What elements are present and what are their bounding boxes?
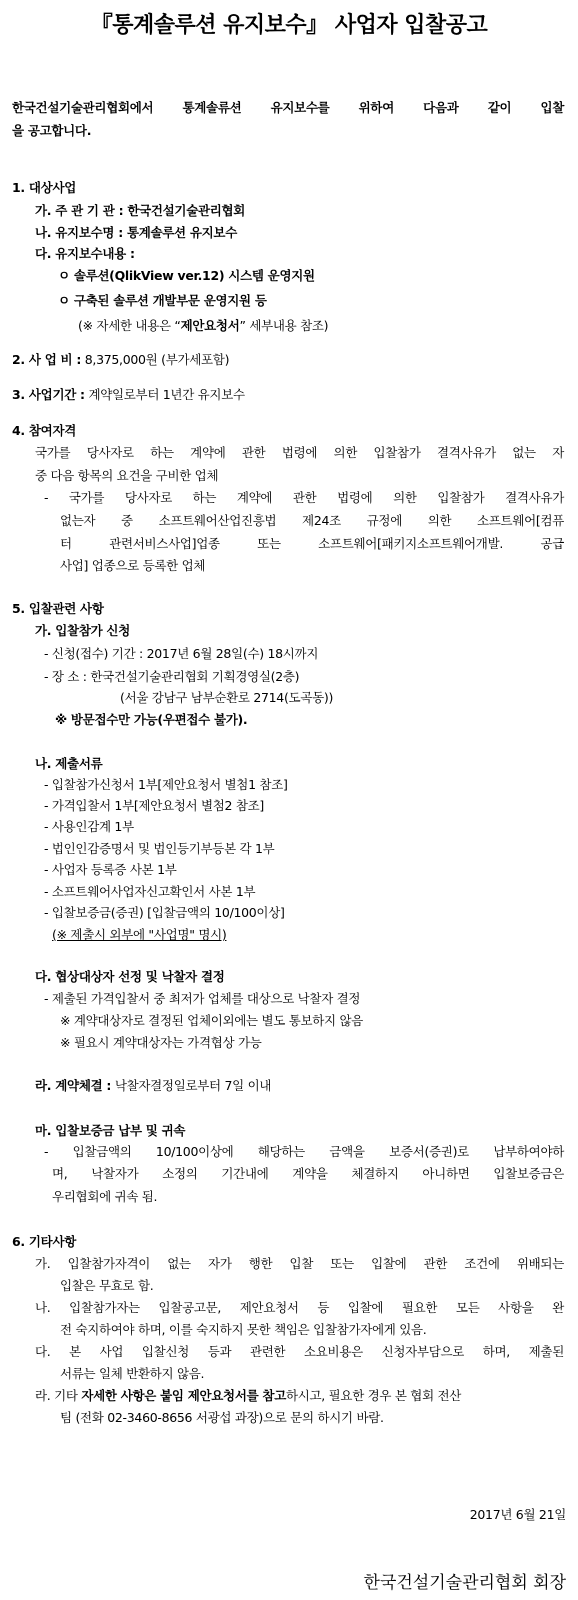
section-6-ra-1: 라. 기타 자세한 사항은 붙임 제안요청서를 참고하시고, 필요한 경우 본 협회 전산 [35, 1388, 462, 1403]
section-4-para-2b: 없는자 중 소프트웨어산업진흥법 제24조 규정에 의한 소프트웨어[컴퓨 [60, 513, 564, 528]
section-5a-line-4: ※ 방문접수만 가능(우편접수 불가). [55, 712, 248, 727]
section-3: 3. 사업기간 : 계약일로부터 1년간 유지보수 [12, 387, 245, 402]
section-2: 2. 사 업 비 : 8,375,000원 (부가세포함) [12, 352, 230, 367]
section-5a-line-3: (서울 강남구 남부순환로 2714(도곡동)) [120, 690, 334, 705]
section-1-bullet-1: ㅇ 솔루션(QlikView ver.12) 시스템 운영지원 [58, 268, 315, 283]
intro-line-2: 을 공고합니다. [12, 123, 92, 138]
section-5d: 라. 계약체결 : 낙찰자결정일로부터 7일 이내 [35, 1078, 272, 1093]
doc-item: - 입찰보증금(증권) [입찰금액의 10/100이상] [44, 905, 285, 920]
section-6-ra-2: 팀 (전화 02-3460-8656 서광섭 과장)으로 문의 하시기 바람. [60, 1410, 384, 1425]
signature: 한국건설기술관리협회 회장 [363, 1573, 566, 1593]
section-1-heading: 1. 대상사업 [12, 180, 76, 195]
doc-item: - 사업자 등록증 사본 1부 [44, 862, 177, 877]
doc-item: - 가격입찰서 1부[제안요청서 별첨2 참조] [44, 798, 264, 813]
section-4-para-2d: 사업] 업종으로 등록한 업체 [60, 558, 206, 573]
section-5a-heading: 가. 입찰참가 신청 [35, 623, 130, 638]
section-6-na-1: 나. 입찰참가자는 입찰공고문, 제안요청서 등 입찰에 필요한 모든 사항을 완 [35, 1300, 564, 1315]
section-5c-line-2: ※ 계약대상자로 결정된 업체이외에는 별도 통보하지 않음 [60, 1013, 364, 1028]
section-5e-line-3: 우리협회에 귀속 됨. [52, 1189, 158, 1204]
section-4-para-1b: 중 다음 항목의 요건을 구비한 업체 [35, 468, 219, 483]
section-4-para-2a: - 국가를 당사자로 하는 계약에 관한 법령에 의한 입찰참가 결격사유가 [44, 490, 564, 505]
section-5b-note: (※ 제출시 외부에 "사업명" 명시) [52, 927, 227, 942]
section-5c-heading: 다. 협상대상자 선정 및 낙찰자 결정 [35, 969, 225, 984]
intro-line-1: 한국건설기술관리협회에서 통계솔류션 유지보수를 위하여 다음과 같이 입찰 [12, 100, 564, 115]
section-5c-line-1: - 제출된 가격입찰서 중 최저가 업체를 대상으로 낙찰자 결정 [44, 991, 361, 1006]
section-4-para-1: 국가를 당사자로 하는 계약에 관한 법령에 의한 입찰참가 결격사유가 없는 자 [35, 445, 564, 460]
section-5-heading: 5. 입찰관련 사항 [12, 601, 104, 616]
section-1-item-na: 나. 유지보수명 : 통계솔루션 유지보수 [35, 225, 237, 240]
section-5e-line-1: - 입찰금액의 10/100이상에 해당하는 금액을 보증서(증권)로 납부하여야하 [44, 1144, 564, 1159]
section-6-ga-1: 가. 입찰참가자격이 없는 자가 행한 입찰 또는 입찰에 관한 조건에 위배되는 [35, 1256, 564, 1271]
section-6-na-2: 전 숙지하여야 하며, 이를 숙지하지 못한 책임은 입찰참가자에게 있음. [60, 1322, 427, 1337]
section-5e-line-2: 며, 낙찰자가 소정의 기간내에 계약을 체결하지 아니하면 입찰보증금은 [52, 1166, 564, 1181]
section-6-da-1: 다. 본 사업 입찰신청 등과 관련한 소요비용은 신청자부담으로 하며, 제출된 [35, 1344, 564, 1359]
page-title: 『통계솔루션 유지보수』 사업자 입찰공고 [90, 12, 488, 38]
section-6-ga-2: 입찰은 무효로 함. [60, 1278, 154, 1293]
section-1-bullet-2: ㅇ 구축된 솔루션 개발부문 운영지원 등 [58, 293, 267, 308]
section-5b-heading: 나. 제출서류 [35, 756, 103, 771]
doc-item: - 소프트웨어사업자신고확인서 사본 1부 [44, 884, 256, 899]
section-5e-heading: 마. 입찰보증금 납부 및 귀속 [35, 1123, 186, 1138]
doc-item: - 입찰참가신청서 1부[제안요청서 별첨1 참조] [44, 777, 288, 792]
section-4-para-2c: 터 관련서비스사업]업종 또는 소프트웨어[패키지소프트웨어개발. 공급 [60, 536, 564, 551]
section-6-da-2: 서류는 일체 반환하지 않음. [60, 1366, 205, 1381]
section-4-heading: 4. 참여자격 [12, 423, 76, 438]
section-1-item-da: 다. 유지보수내용 : [35, 246, 135, 261]
doc-item: - 사용인감계 1부 [44, 819, 134, 834]
doc-item: - 법인인감증명서 및 법인등기부등본 각 1부 [44, 841, 275, 856]
section-1-note: (※ 자세한 내용은 “제안요청서” 세부내용 참조) [78, 318, 329, 333]
section-5a-line-1: - 신청(접수) 기간 : 2017년 6월 28일(수) 18시까지 [44, 646, 319, 661]
notice-date: 2017년 6월 21일 [469, 1507, 566, 1522]
section-5c-line-3: ※ 필요시 계약대상자는 가격협상 가능 [60, 1035, 262, 1050]
section-5a-line-2: - 장 소 : 한국건설기술관리협회 기획경영실(2층) [44, 669, 300, 684]
section-6-heading: 6. 기타사항 [12, 1234, 76, 1249]
section-1-item-ga: 가. 주 관 기 관 : 한국건설기술관리협회 [35, 203, 246, 218]
